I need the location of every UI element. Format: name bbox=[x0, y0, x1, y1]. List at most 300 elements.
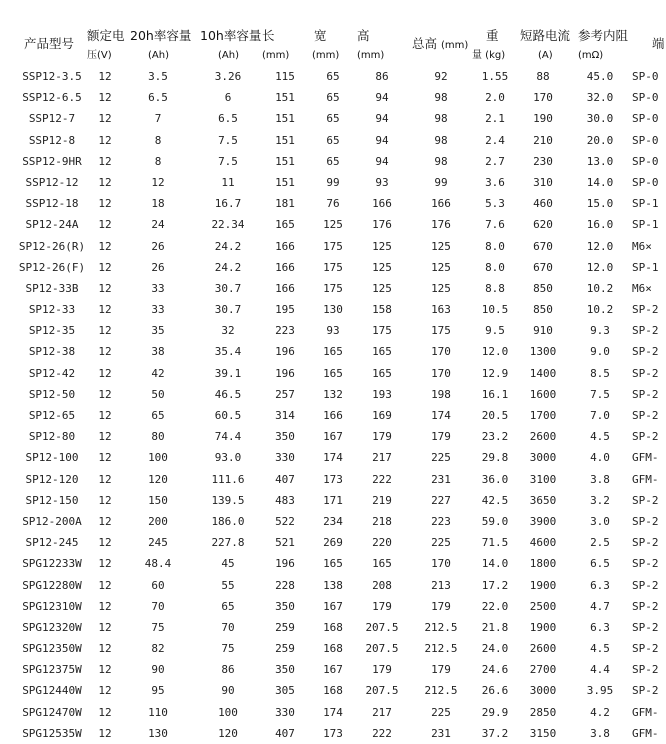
cell-voltage: 12 bbox=[98, 239, 112, 253]
cell-total-height: 163 bbox=[431, 303, 451, 317]
cell-cap10: 24.2 bbox=[214, 239, 242, 253]
cell-voltage: 12 bbox=[98, 303, 112, 317]
cell-width: 171 bbox=[323, 493, 343, 507]
cell-length: 196 bbox=[275, 557, 295, 571]
cell-length: 350 bbox=[275, 430, 295, 444]
cell-voltage: 12 bbox=[98, 112, 112, 126]
cell-length: 151 bbox=[275, 91, 295, 105]
cell-resistance: 3.2 bbox=[590, 493, 610, 507]
cell-height: 125 bbox=[372, 239, 392, 253]
cell-cap20: 100 bbox=[148, 451, 168, 465]
table-row bbox=[0, 172, 666, 193]
cell-voltage: 12 bbox=[98, 557, 112, 571]
cell-width: 168 bbox=[323, 642, 343, 656]
cell-terminal: SP-2 bbox=[632, 345, 659, 359]
cell-height: 158 bbox=[372, 303, 392, 317]
cell-width: 65 bbox=[326, 154, 340, 168]
cell-total-height: 175 bbox=[431, 324, 451, 338]
cell-width: 174 bbox=[323, 705, 343, 719]
cell-cap10: 35.4 bbox=[214, 345, 242, 359]
cell-cap10: 46.5 bbox=[214, 387, 242, 401]
header-short-current bbox=[520, 26, 570, 66]
cell-total-height: 99 bbox=[434, 175, 448, 189]
cell-cap10: 30.7 bbox=[214, 303, 242, 317]
header-terminal: 端 bbox=[652, 36, 665, 51]
cell-model: SPG12470W bbox=[22, 705, 82, 719]
cell-voltage: 12 bbox=[98, 620, 112, 634]
cell-terminal: SP-2 bbox=[632, 324, 659, 338]
cell-width: 174 bbox=[323, 451, 343, 465]
cell-model: SP12-26(F) bbox=[18, 260, 86, 274]
cell-cap10: 6 bbox=[224, 91, 232, 105]
cell-width: 168 bbox=[323, 620, 343, 634]
cell-short-current: 2700 bbox=[529, 663, 557, 677]
cell-short-current: 1700 bbox=[529, 409, 557, 422]
cell-model: SP12-245 bbox=[25, 536, 79, 550]
cell-width: 175 bbox=[323, 260, 343, 274]
cell-height: 94 bbox=[375, 133, 389, 147]
cell-model: SSP12-7 bbox=[28, 112, 76, 126]
cell-width: 167 bbox=[323, 663, 343, 677]
cell-model: SP12-26(R) bbox=[18, 239, 86, 253]
cell-voltage: 12 bbox=[98, 91, 112, 105]
cell-cap20: 245 bbox=[148, 536, 168, 550]
cell-cap20: 150 bbox=[148, 493, 168, 507]
cell-height: 165 bbox=[372, 557, 392, 571]
cell-weight: 9.5 bbox=[485, 324, 505, 338]
cell-cap10: 22.34 bbox=[211, 218, 245, 232]
cell-height: 175 bbox=[372, 324, 392, 338]
cell-voltage: 12 bbox=[98, 705, 112, 719]
header-short-current-line1: 短路电流 bbox=[520, 28, 571, 43]
cell-short-current: 670 bbox=[533, 260, 553, 274]
cell-width: 65 bbox=[326, 91, 340, 105]
cell-model: SPG12440W bbox=[22, 684, 82, 698]
header-resistance-line1: 参考内阻 bbox=[578, 28, 629, 43]
cell-resistance: 4.5 bbox=[590, 430, 610, 444]
cell-cap20: 24 bbox=[151, 218, 165, 232]
cell-resistance: 32.0 bbox=[586, 91, 614, 105]
cell-height: 176 bbox=[372, 218, 392, 232]
header-cap10-line1: 10h率容量 bbox=[200, 28, 262, 43]
cell-resistance: 4.5 bbox=[590, 642, 610, 656]
cell-weight: 2.4 bbox=[485, 133, 505, 147]
table-row bbox=[0, 108, 666, 129]
table-row bbox=[0, 596, 666, 617]
cell-length: 151 bbox=[275, 154, 295, 168]
cell-length: 330 bbox=[275, 451, 295, 465]
cell-length: 166 bbox=[275, 281, 295, 295]
cell-short-current: 88 bbox=[536, 70, 550, 83]
cell-cap20: 3.5 bbox=[148, 70, 168, 83]
cell-cap10: 11 bbox=[221, 175, 235, 189]
cell-terminal: SP-2 bbox=[632, 514, 659, 528]
cell-short-current: 910 bbox=[533, 324, 553, 338]
cell-cap10: 55 bbox=[221, 578, 235, 592]
header-total-height-label: 总高 bbox=[412, 36, 438, 51]
cell-short-current: 210 bbox=[533, 133, 553, 147]
cell-cap20: 50 bbox=[151, 387, 165, 401]
cell-height: 207.5 bbox=[365, 642, 399, 656]
cell-width: 165 bbox=[323, 557, 343, 571]
cell-voltage: 12 bbox=[98, 345, 112, 359]
cell-cap20: 33 bbox=[151, 281, 165, 295]
cell-width: 130 bbox=[323, 303, 343, 317]
cell-cap10: 65 bbox=[221, 599, 235, 613]
cell-weight: 3.6 bbox=[485, 175, 505, 189]
cell-width: 168 bbox=[323, 684, 343, 698]
cell-height: 218 bbox=[372, 514, 392, 528]
cell-voltage: 12 bbox=[98, 663, 112, 677]
cell-terminal: SP-2 bbox=[632, 387, 659, 401]
header-voltage-line2: 压(V) bbox=[87, 50, 112, 61]
cell-length: 165 bbox=[275, 218, 295, 232]
cell-short-current: 1900 bbox=[529, 620, 557, 634]
cell-total-height: 212.5 bbox=[424, 642, 458, 656]
cell-cap10: 7.5 bbox=[218, 154, 238, 168]
cell-short-current: 170 bbox=[533, 91, 553, 105]
cell-model: SPG12280W bbox=[22, 578, 82, 592]
cell-height: 179 bbox=[372, 599, 392, 613]
cell-terminal: GFM- bbox=[632, 705, 659, 719]
cell-weight: 21.8 bbox=[481, 620, 509, 634]
cell-short-current: 2600 bbox=[529, 430, 557, 444]
cell-cap20: 82 bbox=[151, 642, 165, 656]
cell-cap10: 74.4 bbox=[214, 430, 242, 444]
cell-terminal: SP-2 bbox=[632, 557, 659, 571]
cell-model: SP12-65 bbox=[28, 409, 76, 422]
cell-terminal: M6× bbox=[632, 239, 652, 253]
cell-voltage: 12 bbox=[98, 260, 112, 274]
cell-length: 259 bbox=[275, 620, 295, 634]
table-row bbox=[0, 130, 666, 151]
cell-model: SPG12375W bbox=[22, 663, 82, 677]
cell-length: 521 bbox=[275, 536, 295, 550]
cell-length: 166 bbox=[275, 260, 295, 274]
cell-resistance: 6.3 bbox=[590, 578, 610, 592]
cell-voltage: 12 bbox=[98, 154, 112, 168]
cell-cap10: 139.5 bbox=[211, 493, 245, 507]
header-model: 产品型号 bbox=[24, 36, 75, 51]
cell-terminal: SP-0 bbox=[632, 112, 659, 126]
cell-terminal: SP-0 bbox=[632, 133, 659, 147]
cell-resistance: 30.0 bbox=[586, 112, 614, 126]
cell-resistance: 6.3 bbox=[590, 620, 610, 634]
cell-total-height: 212.5 bbox=[424, 684, 458, 698]
cell-resistance: 13.0 bbox=[586, 154, 614, 168]
cell-weight: 71.5 bbox=[481, 536, 509, 550]
cell-terminal: SP-2 bbox=[632, 599, 659, 613]
cell-height: 166 bbox=[372, 197, 392, 211]
cell-resistance: 9.3 bbox=[590, 324, 610, 338]
cell-voltage: 12 bbox=[98, 684, 112, 698]
cell-cap10: 3.26 bbox=[214, 70, 242, 83]
cell-resistance: 45.0 bbox=[586, 70, 614, 83]
cell-height: 207.5 bbox=[365, 620, 399, 634]
cell-height: 125 bbox=[372, 281, 392, 295]
cell-cap20: 26 bbox=[151, 239, 165, 253]
cell-height: 93 bbox=[375, 175, 389, 189]
cell-model: SSP12-9HR bbox=[22, 154, 82, 168]
cell-model: SP12-100 bbox=[25, 451, 79, 465]
cell-cap20: 8 bbox=[154, 133, 162, 147]
cell-resistance: 10.2 bbox=[586, 303, 614, 317]
cell-voltage: 12 bbox=[98, 133, 112, 147]
cell-cap20: 48.4 bbox=[144, 557, 172, 571]
cell-terminal: SP-2 bbox=[632, 536, 659, 550]
cell-voltage: 12 bbox=[98, 218, 112, 232]
cell-resistance: 20.0 bbox=[586, 133, 614, 147]
cell-height: 94 bbox=[375, 112, 389, 126]
cell-height: 193 bbox=[372, 387, 392, 401]
cell-model: SPG12310W bbox=[22, 599, 82, 613]
cell-cap10: 7.5 bbox=[218, 133, 238, 147]
table-row bbox=[0, 447, 666, 468]
cell-width: 173 bbox=[323, 472, 343, 486]
cell-cap20: 18 bbox=[151, 197, 165, 211]
cell-resistance: 3.8 bbox=[590, 726, 610, 740]
header-weight bbox=[472, 26, 505, 66]
cell-height: 165 bbox=[372, 366, 392, 380]
table-row bbox=[0, 723, 666, 744]
cell-model: SP12-35 bbox=[28, 324, 76, 338]
cell-model: SSP12-3.5 bbox=[22, 70, 82, 83]
cell-width: 167 bbox=[323, 599, 343, 613]
cell-cap10: 100 bbox=[218, 705, 238, 719]
header-cap20-line1: 20h率容量 bbox=[130, 28, 192, 43]
cell-total-height: 125 bbox=[431, 260, 451, 274]
cell-total-height: 231 bbox=[431, 726, 451, 740]
cell-weight: 10.5 bbox=[481, 303, 509, 317]
cell-cap20: 130 bbox=[148, 726, 168, 740]
cell-width: 65 bbox=[326, 70, 340, 83]
cell-voltage: 12 bbox=[98, 599, 112, 613]
cell-model: SP12-38 bbox=[28, 345, 76, 359]
cell-cap10: 75 bbox=[221, 642, 235, 656]
cell-cap20: 75 bbox=[151, 620, 165, 634]
cell-weight: 29.8 bbox=[481, 451, 509, 465]
cell-cap10: 30.7 bbox=[214, 281, 242, 295]
cell-short-current: 460 bbox=[533, 197, 553, 211]
cell-terminal: SP-2 bbox=[632, 303, 659, 317]
cell-total-height: 98 bbox=[434, 112, 448, 126]
cell-short-current: 2500 bbox=[529, 599, 557, 613]
cell-cap20: 6.5 bbox=[148, 91, 168, 105]
cell-total-height: 98 bbox=[434, 154, 448, 168]
cell-terminal: SP-1 bbox=[632, 218, 659, 232]
cell-short-current: 2600 bbox=[529, 642, 557, 656]
table-row bbox=[0, 236, 666, 257]
header-height bbox=[357, 26, 384, 66]
cell-terminal: SP-2 bbox=[632, 684, 659, 698]
cell-short-current: 1800 bbox=[529, 557, 557, 571]
cell-weight: 8.0 bbox=[485, 239, 505, 253]
cell-length: 196 bbox=[275, 366, 295, 380]
cell-cap20: 95 bbox=[151, 684, 165, 698]
cell-terminal: SP-2 bbox=[632, 366, 659, 380]
cell-model: SP12-150 bbox=[25, 493, 79, 507]
cell-cap20: 42 bbox=[151, 366, 165, 380]
cell-width: 93 bbox=[326, 324, 340, 338]
cell-length: 483 bbox=[275, 493, 295, 507]
table-row bbox=[0, 87, 666, 108]
cell-short-current: 190 bbox=[533, 112, 553, 126]
cell-cap10: 16.7 bbox=[214, 197, 242, 211]
header-cap20-line2: (Ah) bbox=[148, 50, 169, 61]
cell-total-height: 179 bbox=[431, 663, 451, 677]
table-row bbox=[0, 702, 666, 723]
header-cap10 bbox=[200, 26, 261, 66]
cell-model: SP12-80 bbox=[28, 430, 76, 444]
cell-resistance: 7.0 bbox=[590, 409, 610, 422]
cell-voltage: 12 bbox=[98, 493, 112, 507]
cell-short-current: 1400 bbox=[529, 366, 557, 380]
cell-terminal: SP-1 bbox=[632, 197, 659, 211]
cell-total-height: 225 bbox=[431, 536, 451, 550]
cell-resistance: 16.0 bbox=[586, 218, 614, 232]
cell-model: SP12-50 bbox=[28, 387, 76, 401]
cell-terminal: SP-0 bbox=[632, 175, 659, 189]
cell-width: 65 bbox=[326, 133, 340, 147]
cell-total-height: 198 bbox=[431, 387, 451, 401]
header-short-current-line2: (A) bbox=[538, 50, 553, 61]
cell-total-height: 225 bbox=[431, 451, 451, 465]
cell-length: 166 bbox=[275, 239, 295, 253]
cell-voltage: 12 bbox=[98, 514, 112, 528]
header-length bbox=[262, 26, 289, 66]
cell-model: SP12-200A bbox=[22, 514, 82, 528]
cell-resistance: 10.2 bbox=[586, 281, 614, 295]
cell-resistance: 8.5 bbox=[590, 366, 610, 380]
cell-cap20: 12 bbox=[151, 175, 165, 189]
table-row bbox=[0, 490, 666, 511]
cell-resistance: 9.0 bbox=[590, 345, 610, 359]
cell-short-current: 850 bbox=[533, 281, 553, 295]
cell-length: 151 bbox=[275, 133, 295, 147]
table-row bbox=[0, 384, 666, 405]
cell-voltage: 12 bbox=[98, 281, 112, 295]
table-row bbox=[0, 426, 666, 447]
cell-cap20: 110 bbox=[148, 705, 168, 719]
cell-length: 522 bbox=[275, 514, 295, 528]
cell-cap10: 86 bbox=[221, 663, 235, 677]
cell-total-height: 176 bbox=[431, 218, 451, 232]
cell-voltage: 12 bbox=[98, 451, 112, 465]
table-row bbox=[0, 638, 666, 659]
cell-length: 195 bbox=[275, 303, 295, 317]
cell-terminal: SP-2 bbox=[632, 663, 659, 677]
cell-short-current: 3150 bbox=[529, 726, 557, 740]
table-row bbox=[0, 363, 666, 384]
header-resistance-line2: (mΩ) bbox=[578, 50, 604, 61]
cell-weight: 24.0 bbox=[481, 642, 509, 656]
table-row bbox=[0, 617, 666, 638]
cell-model: SPG12535W bbox=[22, 726, 82, 740]
table-row bbox=[0, 299, 666, 320]
cell-height: 222 bbox=[372, 726, 392, 740]
cell-width: 269 bbox=[323, 536, 343, 550]
cell-cap10: 70 bbox=[221, 620, 235, 634]
cell-cap10: 90 bbox=[221, 684, 235, 698]
cell-total-height: 227 bbox=[431, 493, 451, 507]
cell-model: SP12-33 bbox=[28, 303, 76, 317]
cell-weight: 17.2 bbox=[481, 578, 509, 592]
cell-cap10: 227.8 bbox=[211, 536, 245, 550]
cell-terminal: SP-1 bbox=[632, 260, 659, 274]
cell-width: 173 bbox=[323, 726, 343, 740]
table-row bbox=[0, 341, 666, 362]
cell-weight: 12.9 bbox=[481, 366, 509, 380]
cell-total-height: 225 bbox=[431, 705, 451, 719]
cell-cap10: 111.6 bbox=[211, 472, 245, 486]
cell-short-current: 3900 bbox=[529, 514, 557, 528]
cell-cap20: 70 bbox=[151, 599, 165, 613]
cell-height: 208 bbox=[372, 578, 392, 592]
cell-height: 217 bbox=[372, 451, 392, 465]
cell-model: SPG12233W bbox=[22, 557, 82, 571]
cell-width: 166 bbox=[323, 409, 343, 422]
cell-width: 99 bbox=[326, 175, 340, 189]
cell-voltage: 12 bbox=[98, 324, 112, 338]
table-row bbox=[0, 257, 666, 278]
table-row bbox=[0, 680, 666, 701]
cell-width: 165 bbox=[323, 345, 343, 359]
cell-resistance: 15.0 bbox=[586, 197, 614, 211]
cell-total-height: 231 bbox=[431, 472, 451, 486]
cell-cap10: 6.5 bbox=[218, 112, 238, 126]
cell-cap20: 200 bbox=[148, 514, 168, 528]
cell-terminal: SP-2 bbox=[632, 493, 659, 507]
cell-cap20: 35 bbox=[151, 324, 165, 338]
cell-length: 196 bbox=[275, 345, 295, 359]
cell-length: 151 bbox=[275, 175, 295, 189]
cell-resistance: 2.5 bbox=[590, 536, 610, 550]
cell-length: 350 bbox=[275, 599, 295, 613]
cell-model: SSP12-18 bbox=[25, 197, 79, 211]
cell-model: SPG12350W bbox=[22, 642, 82, 656]
cell-voltage: 12 bbox=[98, 726, 112, 740]
header-weight-line1: 重 bbox=[486, 28, 499, 43]
table-row bbox=[0, 511, 666, 532]
cell-resistance: 4.0 bbox=[590, 451, 610, 465]
cell-resistance: 3.95 bbox=[586, 684, 614, 698]
cell-weight: 37.2 bbox=[481, 726, 509, 740]
cell-cap10: 45 bbox=[221, 557, 235, 571]
cell-weight: 5.3 bbox=[485, 197, 505, 211]
cell-length: 407 bbox=[275, 726, 295, 740]
cell-length: 115 bbox=[275, 70, 295, 83]
cell-weight: 20.5 bbox=[481, 409, 509, 422]
table-row bbox=[0, 214, 666, 235]
cell-length: 330 bbox=[275, 705, 295, 719]
cell-length: 305 bbox=[275, 684, 295, 698]
cell-voltage: 12 bbox=[98, 430, 112, 444]
cell-resistance: 6.5 bbox=[590, 557, 610, 571]
cell-weight: 12.0 bbox=[481, 345, 509, 359]
cell-height: 94 bbox=[375, 91, 389, 105]
cell-weight: 36.0 bbox=[481, 472, 509, 486]
table-row bbox=[0, 405, 666, 426]
header-total-height bbox=[412, 34, 468, 56]
cell-weight: 2.1 bbox=[485, 112, 505, 126]
cell-weight: 8.8 bbox=[485, 281, 505, 295]
header-length-line1: 长 bbox=[262, 28, 275, 43]
header-width-line2: (mm) bbox=[312, 50, 340, 61]
cell-width: 65 bbox=[326, 112, 340, 126]
cell-length: 257 bbox=[275, 387, 295, 401]
table-row bbox=[0, 532, 666, 553]
cell-terminal: GFM- bbox=[632, 451, 659, 465]
